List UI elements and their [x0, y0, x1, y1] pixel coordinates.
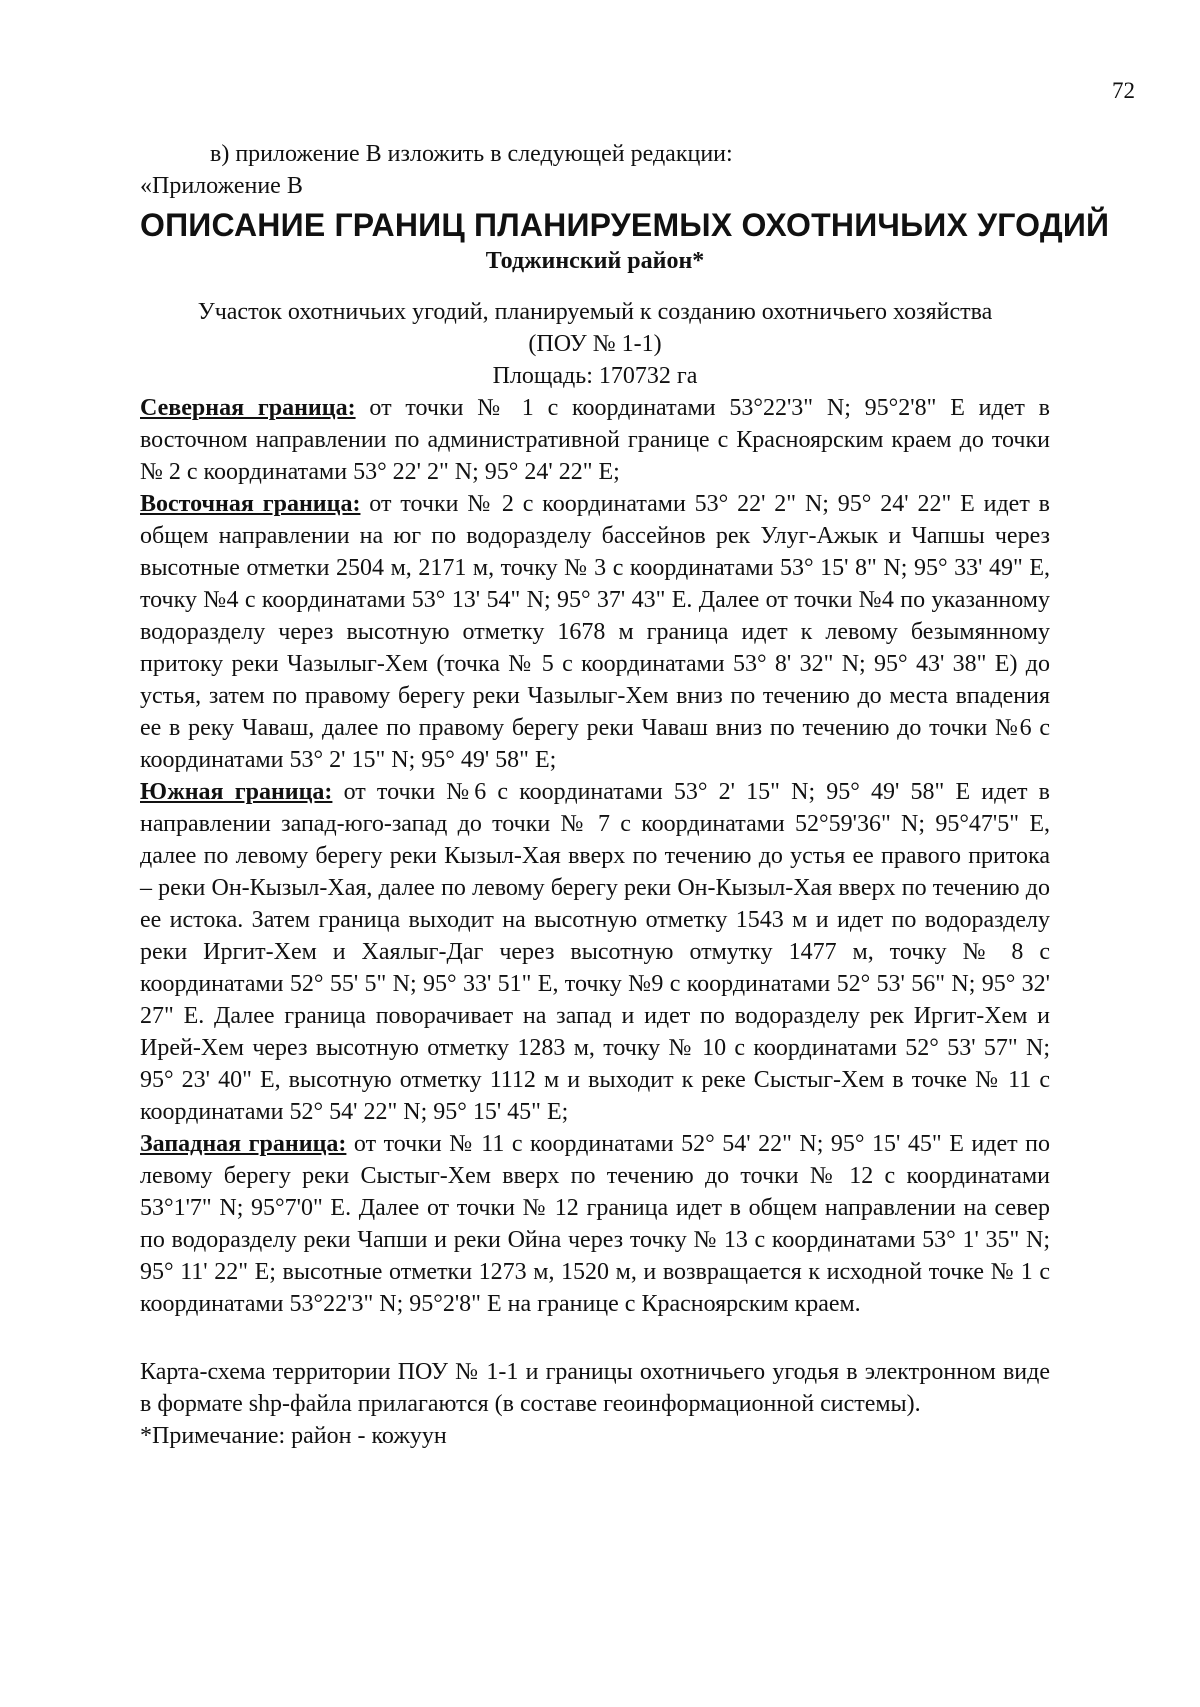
- west-boundary-label: Западная граница:: [140, 1131, 347, 1157]
- south-boundary: [140, 776, 1050, 1128]
- page-number: 72: [1112, 78, 1135, 103]
- plot-area: Площадь: 170732 га: [492, 363, 698, 389]
- plot-title: Участок охотничьих угодий, планируемый к созданию охотничьего хозяйства: [197, 299, 993, 325]
- north-boundary-label: Северная граница:: [140, 395, 356, 421]
- west-boundary-text: от точки № 11 с координатами 52° 54' 22" N; 95° 15' 45" E идет по левому берегу реки Сыстыг-Хем вверх по течению до точки № 12 с координатами 53°1'7" N; 95°7'0" E. Далее от точки № 12 граница идет в общем направлении на север по водоразделу реки Чапши и реки Ойна через точку № 13 с координатами 53° 1' 35" N; 95° 11' 22" E; высотные отметки 1273 м, 1520 м, и возвращается к исходной точке № 1 с координатами 53°22'3" N; 95°2'8" E на границе с Красноярским краем.: [140, 1131, 1050, 1317]
- appendix-label: «Приложение В: [140, 173, 303, 199]
- east-boundary-label: Восточная граница:: [140, 491, 361, 517]
- document-body: [140, 138, 1110, 1452]
- district-heading: Тоджинский район*: [485, 248, 705, 274]
- west-boundary: [140, 1128, 1050, 1320]
- document-title: ОПИСАНИЕ ГРАНИЦ ПЛАНИРУЕМЫХ ОХОТНИЧЬИХ УГОДИЙ: [140, 207, 1110, 243]
- south-boundary-text: от точки №6 с координатами 53° 2' 15" N; 95° 49' 58" E идет в направлении запад-юго-запад до точки № 7 с координатами 52°59'36" N; 95°47'5" E, далее по левому берегу реки Кызыл-Хая вверх по течению до устья ее правого притока – реки Он-Кызыл-Хая, далее по левому берегу реки Он-Кызыл-Хая вверх по течению до ее истока. Затем граница выходит на высотную отметку 1543 м и идет по водоразделу реки Иргит-Хем и Хаялыг-Даг через высотную отмутку 1477 м, точку № 8 с координатами 52° 55' 5" N; 95° 33' 51" E, точку №9 с координатами 52° 53' 56" N; 95° 32' 27" E. Далее граница поворачивает на запад и идет по водоразделу рек Иргит-Хем и Ирей-Хем через высотную отметку 1283 м, точку № 10 с координатами 52° 53' 57" N; 95° 23' 40" E, высотную отметку 1112 м и выходит к реке Сыстыг-Хем в точке № 11 с координатами 52° 54' 22" N; 95° 15' 45" E;: [140, 779, 1050, 1125]
- intro-line: в) приложение В изложить в следующей редакции:: [210, 141, 733, 167]
- east-boundary-text: от точки № 2 с координатами 53° 22' 2" N; 95° 24' 22" E идет в общем направлении на юг по водоразделу бассейнов рек Улуг-Ажык и Чапшы через высотные отметки 2504 м, 2171 м, точку № 3 с координатами 53° 15' 8" N; 95° 33' 49" E, точку №4 с координатами 53° 13' 54" N; 95° 37' 43" E. Далее от точки №4 по указанному водоразделу через высотную отметку 1678 м граница идет к левому безымянному притоку реки Чазылыг-Хем (точка № 5 с координатами 53° 8' 32" N; 95° 43' 38" E) до устья, затем по правому берегу реки Чазылыг-Хем вниз по течению до места впадения ее в реку Чаваш, далее по правому берегу реки Чаваш вниз по течению до точки №6 с координатами 53° 2' 15" N; 95° 49' 58" E;: [140, 491, 1050, 773]
- south-boundary-label: Южная граница:: [140, 779, 333, 805]
- north-boundary: [140, 392, 1050, 488]
- plot-code: (ПОУ № 1-1): [528, 331, 662, 357]
- footnote: *Примечание: район - кожуун: [140, 1423, 447, 1449]
- east-boundary: [140, 488, 1050, 776]
- map-note: Карта-схема территории ПОУ № 1-1 и границы охотничьего угодья в электронном виде в формате shp-файла прилагаются (в составе геоинформационной системы).: [140, 1359, 1050, 1417]
- north-boundary-text: от точки № 1 с координатами 53°22'3" N; 95°2'8" E идет в восточном направлении по административной границе с Красноярским краем до точки № 2 с координатами 53° 22' 2" N; 95° 24' 22" E;: [140, 395, 1050, 485]
